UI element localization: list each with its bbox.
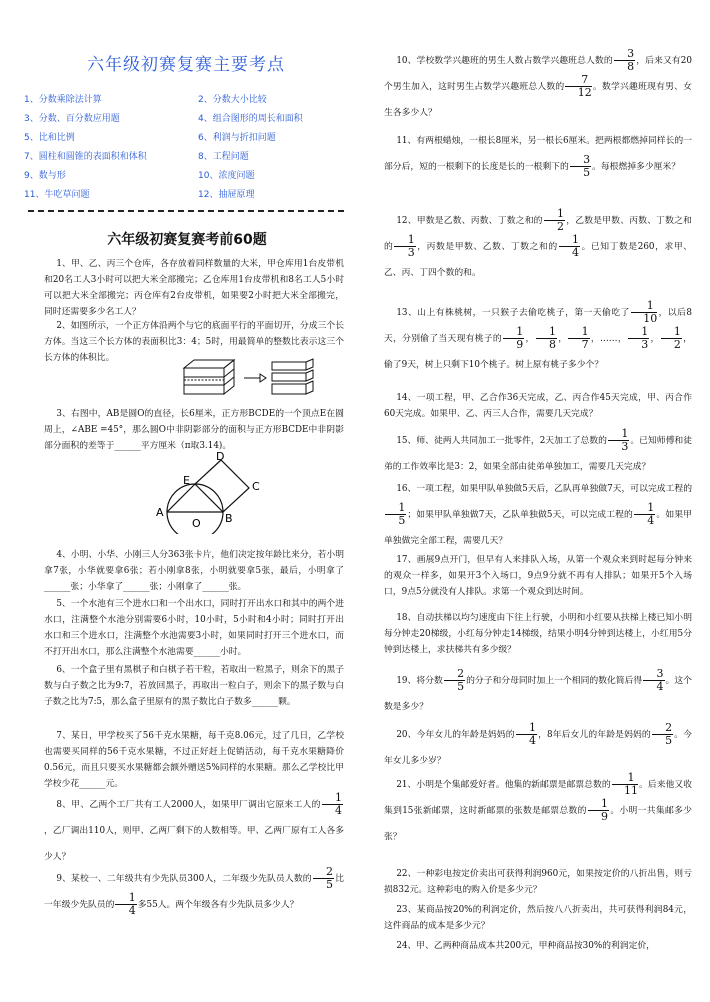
question-19-text: 。这个数是多少？	[384, 676, 692, 712]
question-9-text: 比一年级少先队员的	[44, 874, 344, 910]
denominator: 9	[516, 338, 524, 351]
topic-item: 1、分数乘除法计算	[24, 95, 102, 105]
topic-item: 9、数与形	[24, 171, 66, 181]
numerator: 1	[661, 326, 682, 339]
numerator: 1	[115, 892, 136, 905]
question-15-text: 15、师、徒两人共同加工一批零件，2天加工了总数的	[396, 436, 607, 446]
numerator: 2	[444, 668, 465, 681]
denominator: 4	[572, 246, 579, 259]
question-13-text: 13、山上有株桃树，一只猴子去偷吃桃子，第一天偷吃了	[396, 308, 630, 318]
denominator: 9	[601, 810, 609, 823]
question-10-text: 。数学兴趣班现有男、女生各多少人？	[384, 82, 692, 118]
circle-square-figure	[152, 452, 270, 534]
numerator: 2	[652, 722, 673, 735]
figure-label-d: D	[216, 452, 225, 463]
fraction	[544, 208, 565, 233]
numerator: 1	[612, 772, 638, 785]
question-8	[44, 792, 344, 870]
denominator: 5	[665, 734, 673, 747]
question-21-text: 。后来他又收集到15张新邮票，这时新邮票的张数是邮票总数的	[384, 780, 692, 816]
question-23: 23、某商品按20%的利润定价，然后按八八折卖出，共可获得利润84元，这件商品的成本是多少元？	[384, 905, 692, 931]
question-9-text: 9、某校一、二年级共有少先队员300人，二年级少先队员人数的	[56, 874, 312, 884]
denominator: 2	[673, 338, 681, 351]
question-12-text: 。已知丁数是260，求甲、乙、丙、丁四个数的和。	[384, 242, 692, 278]
fraction	[536, 326, 557, 351]
numerator: 1	[559, 234, 580, 247]
fraction	[565, 74, 591, 99]
numerator: 1	[544, 208, 565, 221]
topic-item: 5、比和比例	[24, 133, 75, 143]
numerator: 1	[322, 792, 343, 805]
section-subtitle: 六年级初赛复赛考前60题	[107, 232, 267, 248]
numerator: 1	[394, 234, 415, 247]
figure-label-c: C	[252, 480, 260, 493]
question-19-text: 的分子和分母同时加上一个相同的数化简后得	[466, 676, 643, 686]
fraction	[115, 892, 136, 917]
fraction	[444, 668, 465, 693]
denominator: 4	[528, 734, 536, 747]
question-19-text: 19、将分数	[396, 676, 443, 686]
question-22: 22、一种彩电按定价卖出可获得利润960元，如果按定价的八折出售，则亏损832元。这种彩电的购入价是多少元？	[384, 869, 692, 895]
fraction	[614, 48, 635, 73]
figure-label-e: E	[183, 474, 190, 487]
cube-cut-figure	[182, 358, 317, 396]
denominator: 8	[548, 338, 556, 351]
question-12	[384, 208, 692, 286]
numerator: 3	[570, 154, 591, 167]
fraction	[313, 866, 334, 891]
question-4: 4、小明、小华、小刚三人分363张卡片，他们决定按年龄比来分，若小明拿7张，小华就要拿6张；若小刚拿8张，小明就要拿5张，最后，小明拿了______张；小华拿了______张；小刚拿了______张。	[44, 550, 344, 592]
numerator: 1	[536, 326, 557, 339]
section-divider	[28, 210, 344, 212]
page-title: 六年级初赛复赛主要考点	[87, 55, 285, 75]
fraction	[634, 502, 655, 527]
denominator: 10	[643, 312, 658, 325]
question-5: 5、一个水池有三个进水口和一个出水口，同时打开出水口和其中的两个进水口，注满整个水池分别需要6小时，10小时，5小时和4小时；同时打开出水口和三个进水口，注满整个水池需要3小时，如果同时打开三个进水口，而不打开出水口，那么注满整个水池需要______小时。	[44, 599, 344, 657]
denominator: 4	[335, 804, 342, 817]
topic-item: 7、圆柱和圆锥的表面积和体积	[24, 152, 147, 162]
question-12-text: 12、甲数是乙数、丙数、丁数之和的	[396, 216, 543, 226]
denominator: 4	[647, 514, 655, 527]
numerator: 1	[631, 300, 657, 313]
topic-item: 3、分数、百分数应用题	[24, 114, 120, 124]
question-10	[384, 48, 692, 126]
question-7: 7、某日，甲学校买了56千克水果糖，每千克8.06元，过了几日，乙学校也需要买同样的56千克水果糖，不过正好赶上促销活动，每千克水果糖降价0.56元，而且只要买水果糖都会额外赠送5%同样的水果糖。那么乙学校比甲学校少花______元。	[44, 731, 344, 789]
question-17: 17、画展9点开门，但早有人来排队入场，从第一个观众来到时起每分钟来的观众一样多，如果开3个入场口，9点9分就不再有人排队；如果开5个入场口，9点5分就没有人排队。求第一个观众到达时间。	[384, 555, 692, 597]
fraction	[631, 300, 657, 325]
topic-item: 8、工程问题	[198, 152, 249, 162]
question-20	[384, 722, 692, 774]
question-10-text: ，后来又有20个男生加入，这时男生占数学兴趣班总人数的	[384, 56, 692, 92]
denominator: 12	[577, 86, 592, 99]
denominator: 5	[457, 680, 465, 693]
fraction	[588, 798, 609, 823]
numerator: 3	[643, 668, 664, 681]
question-19	[384, 668, 692, 720]
figure-label-a: A	[156, 506, 164, 519]
question-16-text: ；如果甲队单独做7天，乙队单独做5天，可以完成工程的	[407, 510, 633, 520]
numerator: 3	[614, 48, 635, 61]
numerator: 7	[565, 74, 591, 87]
question-16-text: 。如果甲单独做完全部工程，需要几天？	[384, 510, 692, 546]
denominator: 3	[641, 338, 649, 351]
question-16-text: 16、一项工程，如果甲队单独做5天后，乙队再单独做7天，可以完成工程的	[396, 484, 692, 494]
question-6: 6、一个盒子里有黑棋子和白棋子若干粒，若取出一粒黑子，则余下的黑子数与白子数之比为9:7，若放回黑子，再取出一粒白子，则余下的黑子数与白子数之比为7:5，那么盒子里原有的黑子数比白子数多______颗。	[44, 665, 344, 707]
fraction	[643, 668, 664, 693]
numerator: 1	[628, 326, 649, 339]
question-3: 3、右图中，AB是圆O的直径，长6厘米，正方形BCDE的一个顶点E在圆周上，∠ABE =45°，那么圆O中非阴影部分的面积与正方形BCDE中非阴影部分面积的差等于______平方厘米（π取3.14)。	[44, 409, 344, 451]
question-8-text: ，乙厂调出110人，则甲、乙两厂剩下的人数相等。甲、乙两厂原有工人各多少人？	[44, 826, 344, 862]
numerator: 1	[385, 502, 406, 515]
topic-item: 10、浓度问题	[198, 171, 255, 181]
question-20-text: 。今年女儿多少岁？	[384, 730, 692, 766]
fraction	[570, 154, 591, 179]
numerator: 1	[634, 502, 655, 515]
question-13-text: ，偷了9天，树上只剩下10个桃子。树上原有桃子多少个？	[384, 334, 692, 370]
denominator: 5	[398, 514, 406, 527]
question-14: 14、一项工程，甲、乙合作36天完成，乙、丙合作45天完成，甲、丙合作60天完成。如果甲、乙、丙三人合作，需要几天完成？	[384, 393, 692, 419]
fraction	[394, 234, 415, 259]
question-16	[384, 476, 692, 554]
fraction	[559, 234, 580, 259]
question-2: 2、如图所示，一个正方体沿两个与它的底面平行的平面切开，分成三个长方体。当这三个长方体的表面积比3：4；5时，用最简单的整数比表示这三个长方体的体积比。	[44, 321, 344, 363]
question-1: 1、甲、乙、丙三个仓库，各存放着同样数量的大米，甲仓库用1台皮带机和20名工人3小时可以把大米全部搬完；乙仓库用1台皮带机和8名工人5小时可以把大米全部搬完；丙仓库有2台皮带机，如果要2小时把大米全部搬完，同时还需要多少名工人？	[44, 259, 344, 317]
question-13: 13、山上有株桃树，一只猴子去偷吃桃子，第一天偷吃了 $\frac{1}{10}$ ，以后8天，分别偷了当天现有桃子的 $\frac{1}{9}$ ， $\frac{1}{8}$ ， $\frac{1}{7}$ ，……， $\frac{1}{3}$ ， $\frac{1}{2}$ ，偷了9天，树上只剩下10个桃子。树上原有桃子多少个？	[384, 299, 692, 370]
denominator: 5	[326, 878, 334, 891]
question-9	[44, 866, 344, 918]
fraction	[503, 326, 524, 351]
topic-item: 4、组合图形的周长和面积	[198, 114, 303, 124]
denominator: 2	[557, 220, 564, 233]
figure-label-b: B	[225, 512, 233, 525]
question-12-text: ，乙数是甲数、丙数、丁数之和的	[384, 216, 692, 252]
numerator: 1	[516, 722, 537, 735]
question-21	[384, 772, 692, 850]
question-12-text: ，丙数是甲数、乙数、丁数之和的	[416, 242, 558, 252]
fraction	[568, 326, 589, 351]
fraction	[516, 722, 537, 747]
fraction	[661, 326, 682, 351]
fraction	[612, 772, 638, 797]
fraction	[628, 326, 649, 351]
denominator: 3	[407, 246, 415, 259]
question-21-text: 21、小明是个集邮爱好者。他集的新邮票是邮票总数的	[396, 780, 611, 790]
numerator: 1	[608, 428, 629, 441]
denominator: 4	[656, 680, 664, 693]
figure-label-o: O	[192, 517, 201, 530]
denominator: 4	[128, 904, 136, 917]
question-15-text: 。已知师傅和徒弟的工作效率比是3：2，如果全部由徒弟单独加工，需要几天完成？	[384, 436, 692, 472]
question-10-text: 10、学校数学兴趣班的男生人数占数学兴趣班总人数的	[396, 56, 613, 66]
fraction	[385, 502, 406, 527]
denominator: 11	[624, 784, 638, 797]
question-24: 24、甲、乙两种商品成本共200元，甲种商品按30%的利润定价，	[396, 941, 655, 951]
question-11-text: 。每根燃掉多少厘米？	[592, 162, 681, 172]
topic-item: 2、分数大小比较	[198, 95, 267, 105]
question-15	[384, 428, 692, 480]
question-8-text: 8、甲、乙两个工厂共有工人2000人，如果甲厂调出它原来工人的	[56, 800, 321, 810]
denominator: 5	[583, 166, 591, 179]
numerator: 1	[588, 798, 609, 811]
question-11-text: 11、有两根蜡烛，一根长8厘米，另一根长6厘米。把两根都燃掉同样长的一部分后，短的一根剩下的长度是长的一根剩下的	[384, 136, 692, 172]
topic-item: 6、利润与折扣问题	[198, 133, 276, 143]
denominator: 3	[621, 440, 629, 453]
question-9-text: 多55人。两个年级各有少先队员多少人？	[137, 900, 299, 910]
topic-item: 11、牛吃草问题	[24, 190, 90, 200]
question-18: 18、自动扶梯以均匀速度由下往上行驶，小明和小红要从扶梯上楼已知小明每分钟走20梯级，小红每分钟走14梯级，结果小明4分钟到达楼上，小红用5分钟到达楼上，求扶梯共有多少级？	[384, 613, 692, 655]
question-21-text: 。小明一共集邮多少张？	[384, 806, 692, 842]
denominator: 7	[581, 338, 589, 351]
fraction	[608, 428, 629, 453]
numerator: 1	[568, 326, 589, 339]
question-13-text: ，以后8天，分别偷了当天现有桃子的	[384, 308, 692, 344]
question-11	[384, 128, 692, 180]
fraction	[652, 722, 673, 747]
topic-item: 12、抽屉原理	[198, 190, 255, 200]
numerator: 1	[503, 326, 524, 339]
fraction	[322, 792, 343, 817]
numerator: 2	[313, 866, 334, 879]
ellipsis: ，……，	[590, 334, 627, 344]
question-20-text: ，8年后女儿的年龄是妈妈的	[537, 730, 651, 740]
denominator: 8	[627, 60, 635, 73]
question-20-text: 20、今年女儿的年龄是妈妈的	[396, 730, 515, 740]
